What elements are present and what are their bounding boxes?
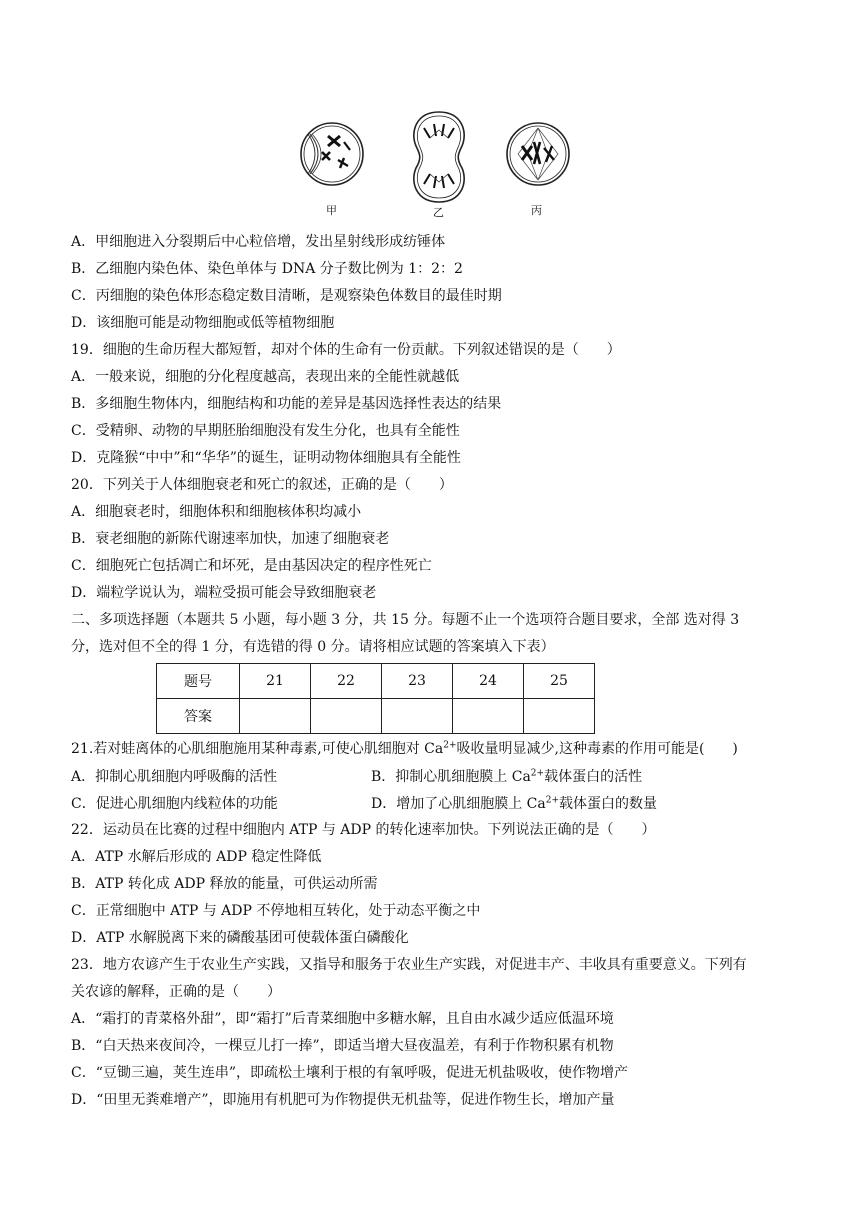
q23-option-d: D．“田里无粪难增产”，即施用有机肥可为作物提供无机盐等，促进作物生长，增加产量	[71, 1092, 615, 1108]
q21-option-a: A．抑制心肌细胞内呼吸酶的活性	[71, 769, 278, 785]
cell-bing-diagram	[504, 120, 572, 188]
q21-option-c: C．促进心肌细胞内线粒体的功能	[71, 796, 278, 812]
answer-row-label: 答案	[157, 699, 240, 734]
figure-label-bing: 丙	[531, 204, 542, 217]
answer-cell-25[interactable]	[524, 699, 595, 734]
answer-cell-22[interactable]	[311, 699, 382, 734]
q21-option-d-part1: D．增加了心肌细胞膜上 Ca	[371, 796, 546, 812]
answer-table-header-cell: 23	[382, 664, 453, 699]
figure-label-yi: 乙	[433, 206, 444, 219]
q20-stem: 20．下列关于人体细胞衰老和死亡的叙述，正确的是（ ）	[71, 477, 453, 493]
q21-option-b	[371, 766, 642, 786]
q21-stem-part2: 吸收量明显减少,这种毒素的作用可能是( )	[456, 741, 738, 757]
q23-option-b: B．“白天热来夜间冷，一棵豆儿打一捧”，即适当增大昼夜温差，有利于作物积累有机物	[71, 1038, 614, 1054]
q19-option-d: D．克隆猴“中中”和“华华”的诞生，证明动物体细胞具有全能性	[71, 450, 461, 466]
q20-option-a: A．细胞衰老时，细胞体积和细胞核体积均减小	[71, 504, 362, 520]
figure-label-jia: 甲	[326, 204, 337, 217]
q19-option-b: B．多细胞生物体内，细胞结构和功能的差异是基因选择性表达的结果	[71, 396, 502, 412]
q19-option-a: A．一般来说，细胞的分化程度越高，表现出来的全能性就越低	[71, 369, 460, 385]
answer-table-header-row	[157, 664, 595, 699]
q21-stem-part1: 21.若对蛙离体的心肌细胞施用某种毒素,可使心肌细胞对 Ca	[71, 741, 444, 757]
calcium-superscript: 2+	[530, 768, 545, 779]
q21-option-b-part2: 载体蛋白的活性	[544, 769, 643, 785]
q21-option-d-part2: 载体蛋白的数量	[559, 796, 658, 812]
section2-intro-line1: 二、多项选择题（本题共 5 小题，每小题 3 分，共 15 分。每题不止一个选项符合题目要求，全部 选对得 3	[71, 612, 740, 628]
answer-cell-24[interactable]	[453, 699, 524, 734]
q22-option-b: B．ATP 转化成 ADP 释放的能量，可供运动所需	[71, 876, 378, 892]
q20-option-c: C．细胞死亡包括凋亡和坏死，是由基因决定的程序性死亡	[71, 558, 432, 574]
q22-option-d: D．ATP 水解脱离下来的磷酸基团可使载体蛋白磷酸化	[71, 930, 409, 946]
answer-table-header-cell: 题号	[157, 664, 240, 699]
answer-table-header-cell: 25	[524, 664, 595, 699]
q23-stem-line2: 关农谚的解释，正确的是（ ）	[71, 984, 281, 1000]
q22-option-c: C．正常细胞中 ATP 与 ADP 不停地相互转化，处于动态平衡之中	[71, 903, 481, 919]
cell-division-figure	[290, 104, 580, 222]
q23-option-c: C．“豆锄三遍，荚生连串”，即疏松土壤利于根的有氧呼吸，促进无机盐吸收，使作物增产	[71, 1065, 629, 1081]
q21-stem	[71, 739, 738, 759]
q18-option-a: A．甲细胞进入分裂期后中心粒倍增，发出星射线形成纺锤体	[71, 234, 446, 250]
q18-option-c: C．丙细胞的染色体形态稳定数目清晰，是观察染色体数目的最佳时期	[71, 288, 502, 304]
answer-table-answer-row	[157, 699, 595, 734]
calcium-superscript: 2+	[545, 795, 560, 806]
answer-table-header-cell: 22	[311, 664, 382, 699]
q23-option-a: A．“霜打的青菜格外甜”，即“霜打”后青菜细胞中多糖水解，且自由水减少适应低温环境	[71, 1011, 614, 1027]
q19-option-c: C．受精卵、动物的早期胚胎细胞没有发生分化，也具有全能性	[71, 423, 460, 439]
calcium-superscript: 2+	[443, 740, 457, 751]
q21-option-d	[371, 793, 657, 813]
q21-option-b-part1: B．抑制心肌细胞膜上 Ca	[371, 769, 531, 785]
answer-table	[156, 663, 595, 734]
q19-stem: 19．细胞的生命历程大都短暂，却对个体的生命有一份贡献。下列叙述错误的是（ ）	[71, 342, 621, 358]
q18-option-d: D．该细胞可能是动物细胞或低等植物细胞	[71, 315, 335, 331]
q22-option-a: A．ATP 水解后形成的 ADP 稳定性降低	[71, 849, 322, 865]
q23-stem-line1: 23．地方农谚产生于农业生产实践，又指导和服务于农业生产实践，对促进丰产、丰收具有重要意义。下列有	[71, 957, 747, 973]
q18-option-b: B．乙细胞内染色体、染色单体与 DNA 分子数比例为 1：2：2	[71, 261, 463, 277]
q22-stem: 22．运动员在比赛的过程中细胞内 ATP 与 ADP 的转化速率加快。下列说法正确的是（ ）	[71, 822, 656, 838]
cell-jia-diagram	[298, 120, 366, 188]
answer-table-header-cell: 24	[453, 664, 524, 699]
q20-option-b: B．衰老细胞的新陈代谢速率加快，加速了细胞衰老	[71, 531, 390, 547]
section2-intro-line2: 分，选对但不全的得 1 分，有选错的得 0 分。请将相应试题的答案填入下表）	[71, 639, 555, 655]
q20-option-d: D．端粒学说认为，端粒受损可能会导致细胞衰老	[71, 585, 377, 601]
answer-cell-23[interactable]	[382, 699, 453, 734]
answer-table-header-cell: 21	[240, 664, 311, 699]
answer-cell-21[interactable]	[240, 699, 311, 734]
cell-yi-diagram	[408, 108, 470, 206]
